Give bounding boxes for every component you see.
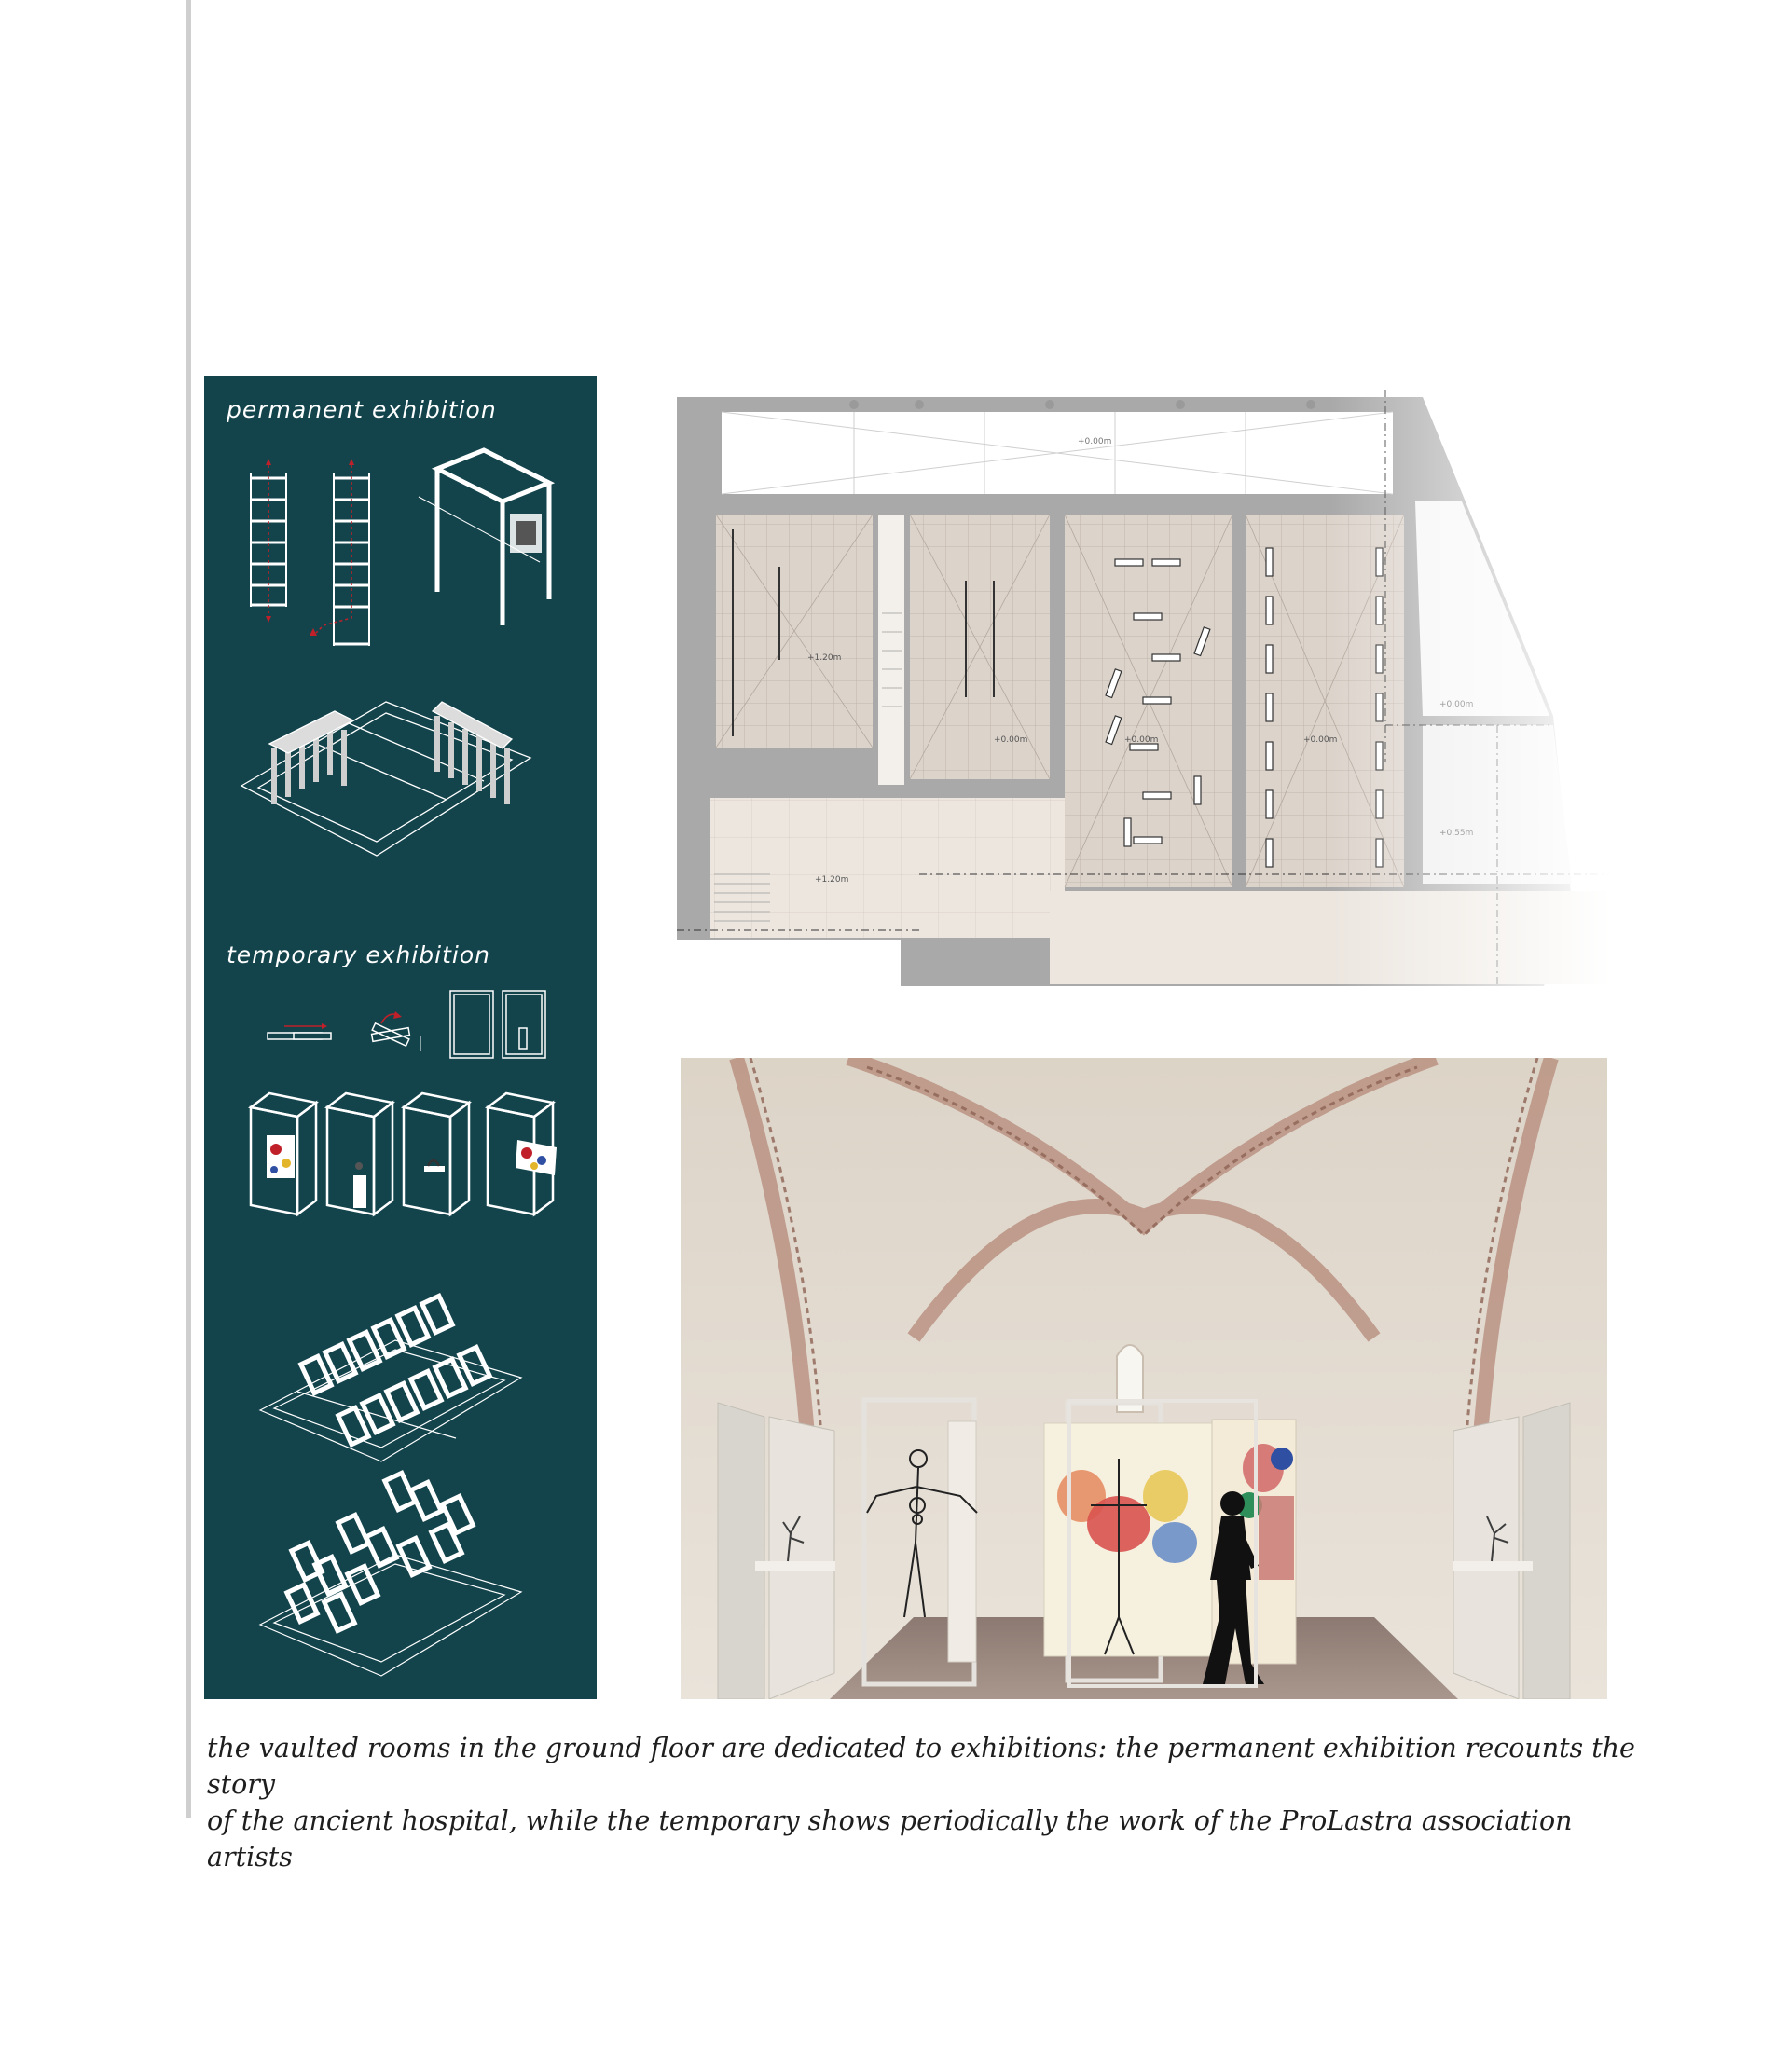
portal-frame-axonometric: [419, 450, 549, 625]
ground-floor-plan: [677, 390, 1611, 986]
display-frames-row: [251, 1093, 557, 1214]
right-wall-panel: [1523, 1403, 1570, 1699]
permanent-exhibition-title: permanent exhibition: [227, 396, 497, 423]
sculpture-shelf-right: [1453, 1561, 1533, 1571]
building-axonometric-permanent: [241, 702, 530, 856]
interior-rendering: [681, 1058, 1607, 1699]
caption: the vaulted rooms in the ground floor are dedicated to exhibitions: the permanent exhibition recounts the story of the ancient hospital, while the temporary shows periodically the work of the ProLastra association artists: [207, 1733, 1635, 1873]
exhibition-diagrams: [204, 376, 597, 1699]
margin-rule: [186, 0, 191, 1818]
temporary-exhibition-title: temporary exhibition: [227, 941, 490, 968]
sculpture-shelf-left: [755, 1561, 835, 1571]
left-wall-panel: [718, 1403, 764, 1699]
sliding-panel-diagram: [268, 991, 545, 1058]
shelf-diagram-a: [251, 459, 286, 623]
shelf-diagram-b: [310, 459, 369, 646]
exhibition-diagram-panel: [204, 376, 597, 1699]
building-axonometric-temporary-b: [260, 1473, 521, 1676]
building-axonometric-temporary-a: [260, 1296, 521, 1461]
